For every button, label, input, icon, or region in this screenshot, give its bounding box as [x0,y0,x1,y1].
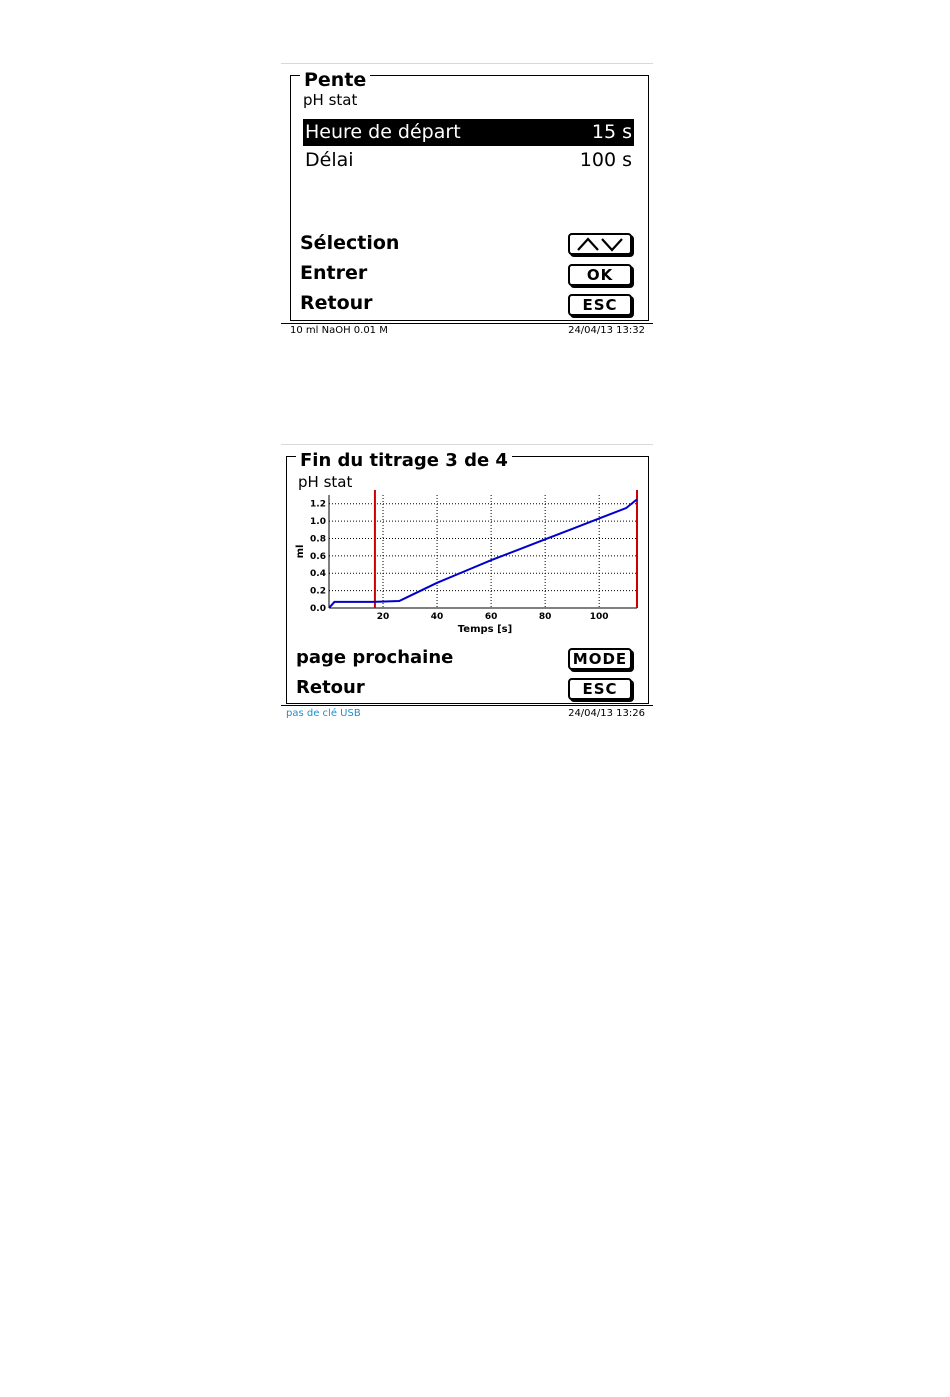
action-back-label: Retour [296,677,365,698]
action-selection-label: Sélection [300,232,400,254]
screen-title: Fin du titrage 3 de 4 [296,450,512,471]
x-tick-label: 80 [538,612,552,622]
status-separator [281,705,653,706]
esc-key[interactable]: ESC [568,294,632,316]
row-start-time-value: 15 s [591,121,632,143]
screen-title: Pente [300,69,370,91]
mode-key[interactable]: MODE [568,648,632,670]
row-delay[interactable] [303,147,634,174]
screen-subtitle: pH stat [303,91,358,109]
x-tick-label: 20 [376,612,390,622]
y-axis-label: ml [295,544,306,559]
screen-titration-end [281,444,653,724]
x-axis-label: Temps [s] [457,624,513,635]
up-down-arrows-icon [575,236,625,252]
esc-key[interactable]: ESC [568,678,632,700]
screen-top-edge [281,63,653,64]
y-tick-label: 0.4 [310,569,326,580]
y-tick-label: 1.2 [310,499,326,510]
x-tick-label: 100 [589,612,609,622]
row-delay-value: 100 s [579,149,632,171]
status-separator [281,323,653,324]
x-tick-label: 60 [484,612,498,622]
status-datetime: 24/04/13 13:32 [568,325,645,336]
screen-pente [281,63,653,340]
action-enter-label: Entrer [300,262,368,284]
y-tick-label: 1.0 [310,517,326,528]
y-tick-label: 0.0 [310,604,326,614]
action-next-page-label: page prochaine [296,647,454,668]
y-tick-label: 0.6 [310,551,326,562]
ok-key[interactable]: OK [568,264,632,286]
row-start-time-label: Heure de départ [305,121,461,143]
up-down-arrows-key[interactable] [568,233,632,255]
action-back-label: Retour [300,292,373,314]
y-tick-label: 0.8 [310,534,326,545]
status-reagent: 10 ml NaOH 0.01 M [290,325,388,336]
y-tick-label: 0.2 [310,586,326,597]
status-datetime: 24/04/13 13:26 [568,708,645,719]
x-tick-label: 40 [430,612,444,622]
row-delay-label: Délai [305,149,354,171]
screen-subtitle: pH stat [298,473,353,491]
row-start-time[interactable] [303,119,634,146]
screen-top-edge [281,444,653,445]
status-usb: pas de clé USB [286,708,361,719]
